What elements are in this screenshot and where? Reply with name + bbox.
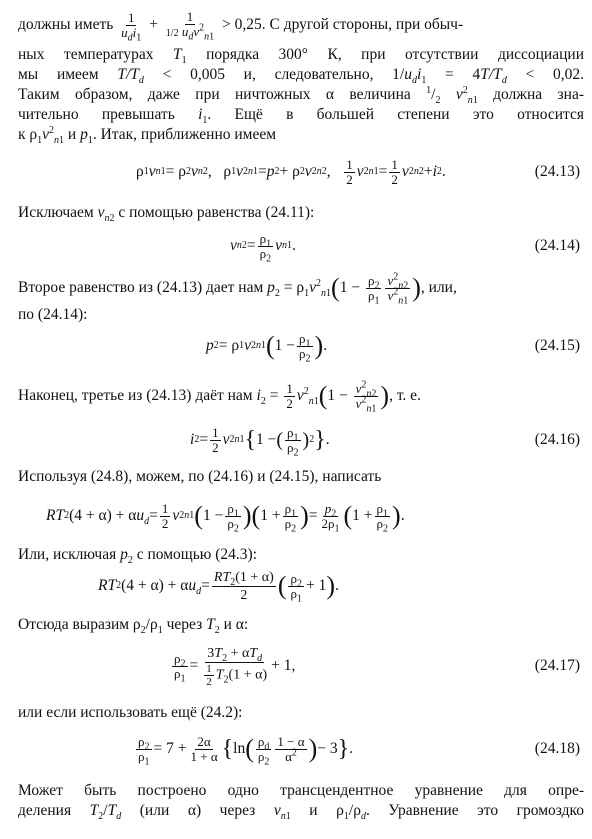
text-line-3: мы имеем $T/T_d < 0,005$ и, следовательно, $1/u_di_1 = 4T/T_d < 0,02$.: [18, 66, 584, 87]
equation-rt2-2: RT 2 (4 + α) + α $u_d$ = $\frac{RT_2(1 + \alpha)}{2}$ ( $\frac{\rho_2}{\rho_1}$ + 1 ) .: [98, 569, 339, 605]
text-line-10: Наконец, третье из (24.13) даёт нам $i_2$ = $\frac{1}{2}$ $v^2_{n1}$ ( 1 − $\frac{v^2_{n2}}{v^2_{n1}}$ ) , т. е.: [18, 379, 421, 415]
equation-number: (24.13): [534, 163, 580, 180]
equation-rt2-1: RT 2 (4 + α) + α $u_d$ = $\frac{1}{2}$ v 2 n1 ( 1 − $\frac{\rho_1}{\rho_2}$ ) ( 1 + $\frac{\rho_1}{\rho_2}$ ) = $\frac{p_2}{2\rho_1}$ ( 1 + $\frac{\rho_1}{\rho_2}$ ) .: [46, 500, 405, 535]
equation-number: (24.17): [534, 657, 580, 674]
equation-number: (24.16): [534, 431, 580, 448]
text-line-2: ных температурах $T_1$ порядка 300° К, при отсутствии диссоциации: [18, 46, 584, 67]
equation-number: (24.14): [534, 237, 580, 254]
equation-24-16: i 2 = $\frac{1}{2}$ v 2 n1 { 1 − ( $\frac{\rho_1}{\rho_2}$ ) 2 } . (24.16): [18, 420, 584, 460]
text-line-9: по (24.14):: [18, 306, 88, 323]
text-line-13: Отсюда выразим $\rho_2/\rho_1$ через $T_2$ и α:: [18, 616, 249, 637]
text-line-14: или если использовать ещё (24.2):: [18, 704, 243, 721]
text-line-4: Таким образом, даже при ничтожных α величина $^1/_2$ $v^2_{n1}$ должна зна-: [18, 84, 584, 107]
fraction: $\frac{1}{1/2 u_dv^2_{n1}}$: [165, 8, 215, 43]
text-line-5: чительно превышать $i_1$. Ещё в большей степени это относится: [18, 106, 584, 127]
text-line-16: деления $T_2/T_d$ (или α) через $v_{n1}$ и $\rho_1/\rho_d$. Уравнение это громоздко: [18, 802, 585, 823]
equation-24-17: $\frac{\rho_2}{\rho_1}$ = $3T_2 + \alpha T_d$ $\frac{1}{2}$ $T_2(1 + \alpha)$ + 1, (24.17): [18, 636, 584, 696]
equation-number: (24.18): [534, 740, 580, 757]
equation-24-14: v n2 = $\frac{\rho_1}{\rho_2}$ v n1 . (24.14): [18, 226, 584, 266]
text-line-8: Второе равенство из (24.13) дает нам $p_2 = \rho_1v^2_{n1}$ ( 1 − $\frac{\rho_2}{\rho_1}$ $\frac{v^2_{n2}}{v^2_{n1}}$ ) , или,: [18, 271, 457, 307]
equation-24-18: $\frac{\rho_2}{\rho_1}$ = 7 + $\frac{2\alpha}{1 + \alpha}$ { ln ( $\frac{\rho_d}{\rho_2}$ $\frac{1 - \alpha}{\alpha^2}$ ) − 3 } . (24.18): [18, 726, 584, 772]
text-line-6: к $\rho_1v^2_{n1}$ и $p_1$. Итак, приближенно имеем: [18, 124, 277, 147]
text-line-7: Исключаем $v_{n2}$ с помощью равенства (24.11):: [18, 204, 315, 225]
equation-24-13: ρ 1 v n1 = ρ 2 v n2 , ρ 1 v 2 n1 = p 2 + ρ 2 v 2 n2 , $\frac{1}{2}$ v 2 n1 = $\frac{1}{2}$ v 2 n2 + i 2 . (24.13): [18, 152, 584, 192]
text-line-15: Может быть построено одно трансцендентное уравнение для опре-: [18, 782, 584, 799]
text-line-12: Или, исключая $p_2$ с помощью (24.3):: [18, 546, 257, 567]
fraction: $\frac{1}{u_di_1}$: [121, 9, 142, 44]
equation-24-15: p 2 = ρ 1 v 2 n1 ( 1 − $\frac{\rho_1}{\rho_2}$ ) . (24.15): [18, 326, 584, 366]
equation-number: (24.15): [534, 337, 580, 354]
text-line-1: должны иметь $\frac{1}{u_di_1}$ + $\frac{1}{1/2 u_dv^2_{n1}}$ > 0,25. С другой стороны, при обыч-: [18, 8, 464, 44]
text-line-11: Используя (24.8), можем, по (24.16) и (24.15), написать: [18, 468, 382, 485]
